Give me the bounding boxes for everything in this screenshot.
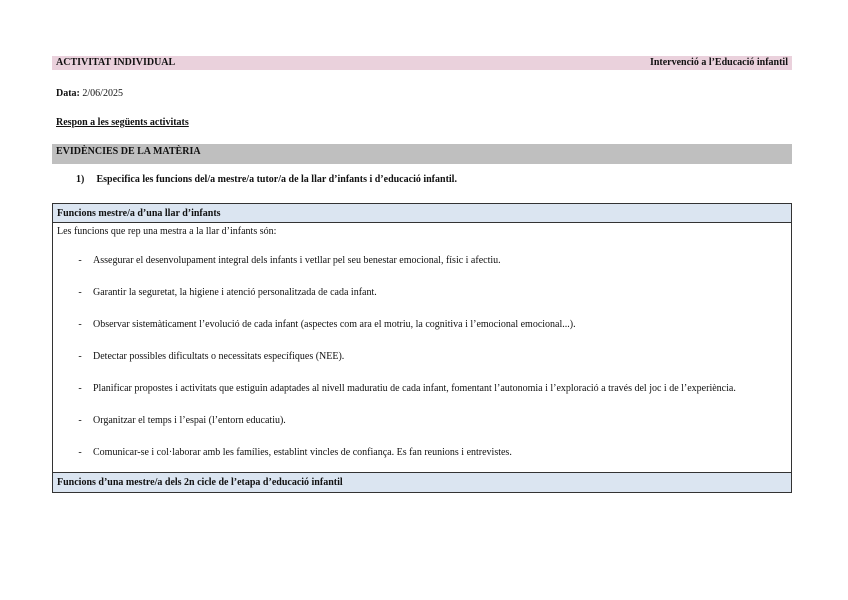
- list-item-text: Observar sistemàticament l’evolució de cada infant (aspectes com ara el motriu, la cognitiva i l’emocional emocional...).: [93, 319, 576, 330]
- functions-table: [52, 203, 792, 493]
- bullet-dash: -: [78, 383, 82, 394]
- table-intro: Les funcions que rep una mestra a la llar d’infants són:: [57, 226, 277, 237]
- table-body: [53, 224, 791, 464]
- list-item-text: Planificar propostes i activitats que estiguin adaptades al nivell maduratiu de cada infant, fomentant l’autonomia i l’exploració a través del joc i de l’experiència.: [93, 383, 736, 394]
- bullet-dash: -: [78, 255, 82, 266]
- date-line: [56, 88, 123, 100]
- table-header: Funcions mestre/a d’una llar d’infants: [53, 204, 791, 223]
- table-footer-row: Funcions d’una mestre/a dels 2n cicle de l’etapa d’educació infantil: [53, 472, 791, 492]
- date-label: Data:: [56, 88, 80, 99]
- section-title: EVIDÈNCIES DE LA MATÈRIA: [56, 146, 201, 157]
- bullet-dash: -: [78, 351, 82, 362]
- list-item: [57, 315, 785, 334]
- course-title: Intervenció a l’Educació infantil: [649, 57, 788, 68]
- document-header: [52, 56, 792, 70]
- list-item: [57, 443, 785, 462]
- bullet-dash: -: [78, 447, 82, 458]
- list-item-text: Garantir la seguretat, la higiene i atenció personalitzada de cada infant.: [93, 287, 377, 298]
- question-number: 1): [76, 174, 85, 185]
- bullet-dash: -: [78, 319, 82, 330]
- list-item-text: Organitzar el temps i l’espai (l’entorn educatiu).: [93, 415, 286, 426]
- list-item-text: Assegurar el desenvolupament integral dels infants i vetllar pel seu benestar emocional, físic i afectiu.: [93, 255, 501, 266]
- list-item: [57, 347, 785, 366]
- activity-title: ACTIVITAT INDIVIDUAL: [56, 57, 176, 68]
- functions-list: [57, 251, 785, 462]
- section-heading: [52, 144, 792, 164]
- bullet-dash: -: [78, 287, 82, 298]
- date-value: 2/06/2025: [82, 88, 123, 99]
- list-item: [57, 379, 785, 398]
- list-item: [57, 411, 785, 430]
- bullet-dash: -: [78, 415, 82, 426]
- list-item-text: Comunicar-se i col·laborar amb les famílies, establint vincles de confiança. Es fan reunions i entrevistes.: [93, 447, 512, 458]
- list-item: [57, 283, 785, 302]
- question-text: Especifica les funcions del/a mestre/a tutor/a de la llar d’infants i d’educació infantil.: [96, 174, 457, 185]
- question-1: [76, 174, 457, 186]
- list-item-text: Detectar possibles dificultats o necessitats específiques (NEE).: [93, 351, 345, 362]
- list-item: [57, 251, 785, 270]
- instruction-text: Respon a les següents activitats: [56, 117, 189, 128]
